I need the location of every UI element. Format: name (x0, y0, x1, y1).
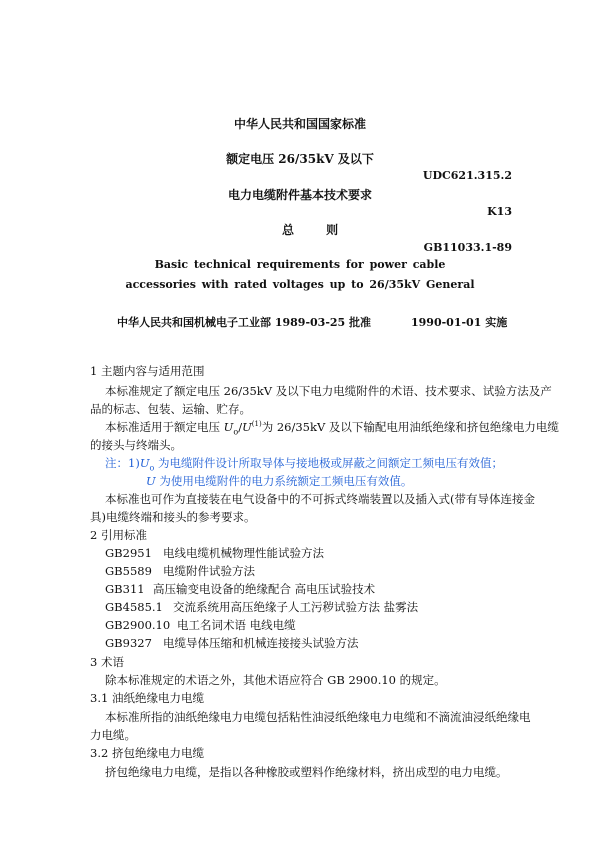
s1-para1-line2: 品的标志、包装、运输、贮存。 (90, 402, 251, 416)
s1-para3-line2: 具)电缆终端和接头的参考要求。 (90, 510, 256, 524)
reference-item: GB311 高压输变电设备的绝缘配合 高电压试验技术 (105, 582, 376, 596)
note-2: U 为使用电缆附件的电力系统额定工频电压有效值。 (146, 474, 413, 488)
effective-date: 1990-01-01 实施 (411, 316, 508, 329)
section-3-2-title: 3.2 挤包绝缘电力电缆 (90, 746, 204, 760)
s32-para: 挤包绝缘电力电缆，是指以各种橡胶或塑料作绝缘材料，挤出成型的电力电缆。 (105, 765, 508, 779)
udc-code: UDC621.315.2 (422, 169, 512, 182)
s1-para2-line2: 的接头与终端头。 (90, 438, 182, 452)
reference-item: GB2951 电线电缆机械物理性能试验方法 (105, 546, 324, 560)
s3-para1: 除本标准规定的术语之外，其他术语应符合 GB 2900.10 的规定。 (105, 673, 446, 687)
s1-para1-line1: 本标准规定了额定电压 26/35kV 及以下电力电缆附件的术语、技术要求、试验方法及产 (105, 384, 552, 398)
s31-para-line1: 本标准所指的油纸绝缘电力电缆包括粘性油浸纸绝缘电力电缆和不滴流油浸纸绝缘电 (105, 710, 531, 724)
approval-line: 中华人民共和国机械电子工业部 1989-03-25 批准 (117, 316, 372, 329)
reference-item: GB5589 电缆附件试验方法 (105, 564, 255, 578)
s31-para-line2: 力电缆。 (90, 728, 136, 742)
english-title-line2: accessories with rated voltages up to 26/35kV General (125, 278, 475, 291)
subtitle-general: 总 则 (282, 223, 353, 237)
k-code: K13 (487, 205, 512, 218)
standard-title: 中华人民共和国国家标准 (233, 117, 366, 131)
reference-item: GB4585.1 交流系统用高压绝缘子人工污秽试验方法 盐雾法 (105, 600, 419, 614)
english-title-line1: Basic technical requirements for power cable (154, 258, 446, 271)
section-3-title: 3 术语 (90, 655, 124, 669)
reference-item: GB2900.10 电工名词术语 电线电缆 (105, 618, 296, 632)
s1-para2-line1: 本标准适用于额定电压 $U_o/U^{(1)}$为 26/35kV 及以下输配电用油纸绝缘和挤包绝缘电力电缆 (105, 420, 559, 437)
section-1-title: 1 主题内容与适用范围 (90, 364, 205, 378)
section-3-1-title: 3.1 油纸绝缘电力电缆 (90, 691, 204, 705)
subtitle-rated-voltage: 额定电压 26/35kV 及以下 (226, 152, 374, 166)
note-1: 注：$1)U_o$ 为电缆附件设计所取导体与接地极或屏蔽之间额定工频电压有效值； (105, 456, 503, 473)
s1-para3-line1: 本标准也可作为直接装在电气设备中的不可拆式终端装置以及插入式(带有导体连接金 (105, 492, 535, 506)
gb-code: GB11033.1-89 (423, 241, 512, 254)
subtitle-technical-requirements: 电力电缆附件基本技术要求 (227, 188, 372, 202)
section-2-title: 2 引用标准 (90, 528, 147, 542)
reference-item: GB9327 电缆导体压缩和机械连接接头试验方法 (105, 636, 359, 650)
